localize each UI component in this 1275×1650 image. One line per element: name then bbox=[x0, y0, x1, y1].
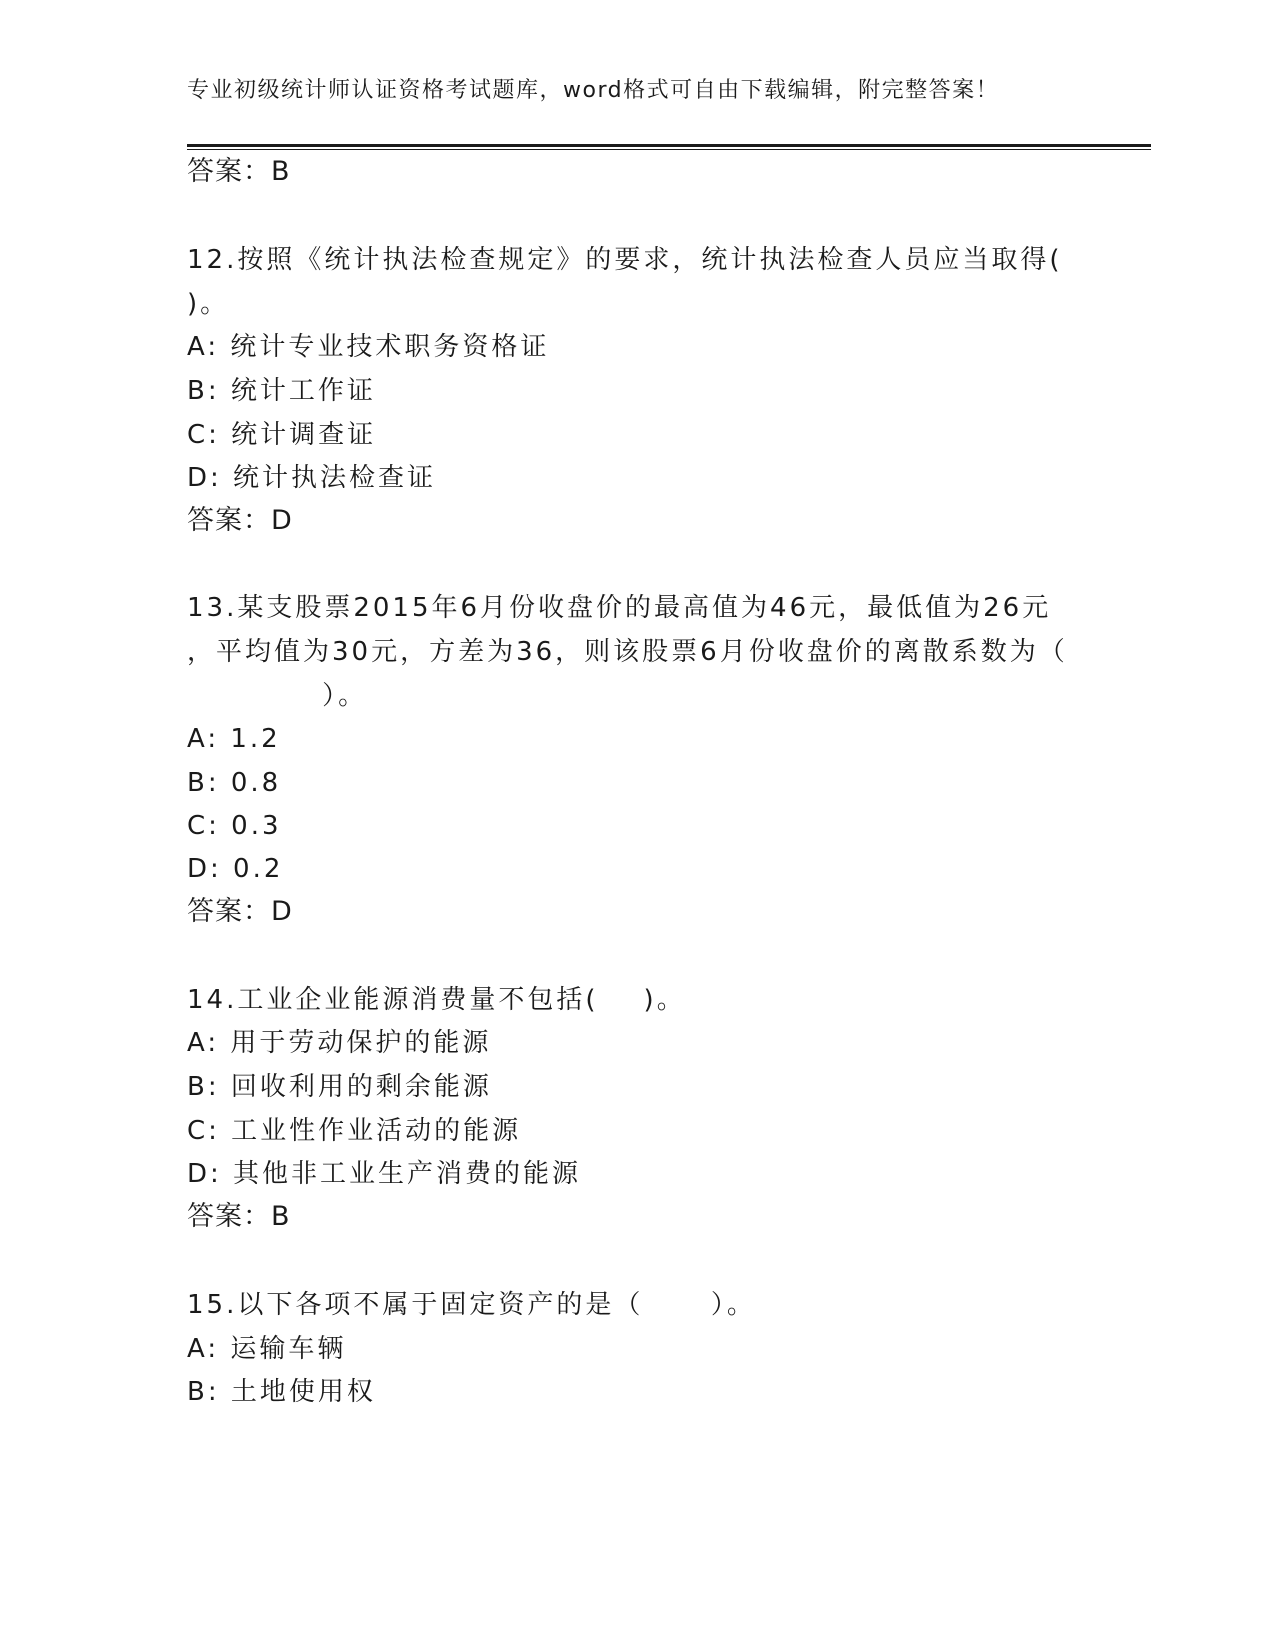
question-12-stem-line-1: 12.按照《统计执法检查规定》的要求，统计执法检查人员应当取得( bbox=[187, 245, 1063, 275]
question-12-option-c: C: 统计调查证 bbox=[187, 420, 377, 450]
question-12-option-b: B: 统计工作证 bbox=[187, 376, 376, 406]
question-14-option-d: D: 其他非工业生产消费的能源 bbox=[187, 1159, 582, 1189]
question-14-option-b: B: 回收利用的剩余能源 bbox=[187, 1072, 492, 1102]
question-13-stem-line-1: 13.某支股票2015年6月份收盘价的最高值为46元，最低值为26元 bbox=[187, 593, 1052, 623]
question-13-stem-line-3: ）。 bbox=[187, 681, 368, 711]
page-header: 专业初级统计师认证资格考试题库，word格式可自由下载编辑，附完整答案！ bbox=[187, 78, 1000, 103]
question-15-option-b: B: 土地使用权 bbox=[187, 1377, 376, 1407]
previous-answer: 答案：B bbox=[187, 156, 291, 187]
question-12-stem-line-2: )。 bbox=[187, 289, 230, 319]
question-12-option-a: A: 统计专业技术职务资格证 bbox=[187, 332, 550, 362]
question-13-option-d: D: 0.2 bbox=[187, 854, 284, 884]
question-15-stem-line-1: 15.以下各项不属于固定资产的是（ ）。 bbox=[187, 1290, 756, 1320]
question-14-option-a: A: 用于劳动保护的能源 bbox=[187, 1028, 492, 1058]
question-13-answer: 答案：D bbox=[187, 896, 293, 927]
question-13-option-a: A: 1.2 bbox=[187, 724, 281, 754]
question-13-option-b: B: 0.8 bbox=[187, 768, 282, 798]
question-14-option-c: C: 工业性作业活动的能源 bbox=[187, 1116, 522, 1146]
question-15-option-a: A: 运输车辆 bbox=[187, 1334, 347, 1364]
question-14-answer: 答案：B bbox=[187, 1201, 291, 1232]
header-divider bbox=[187, 144, 1151, 150]
question-12-option-d: D: 统计执法检查证 bbox=[187, 463, 437, 493]
question-13-option-c: C: 0.3 bbox=[187, 811, 282, 841]
question-14-stem-line-1: 14.工业企业能源消费量不包括( )。 bbox=[187, 985, 686, 1015]
question-12-answer: 答案：D bbox=[187, 505, 293, 536]
question-13-stem-line-2: ，平均值为30元，方差为36，则该股票6月份收盘价的离散系数为（ bbox=[187, 637, 1068, 667]
